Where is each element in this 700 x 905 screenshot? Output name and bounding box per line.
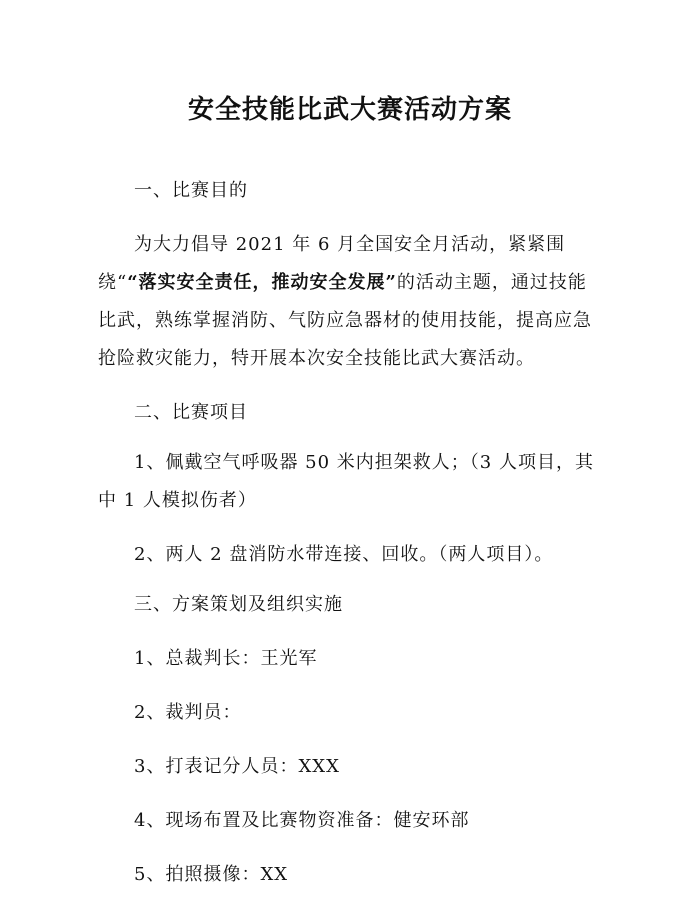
org-item-3: 3、打表记分人员：XXX <box>134 756 340 777</box>
purpose-theme-bold: “落实安全责任，推动安全发展” <box>127 272 397 293</box>
event-item-1: 1、佩戴空气呼吸器 50 米内担架救人；（3 人项目，其中 1 人模拟伤者） <box>98 452 594 511</box>
event-item-2: 2、两人 2 盘消防水带连接、回收。（两人项目）。 <box>134 544 554 565</box>
purpose-text-start: 为大力倡导 2021 年 6 月全国安全月活动，紧紧围绕“ <box>98 234 566 293</box>
purpose-text-end: 的活动主题，通过技能比武，熟练掌握消防、气防应急器材的使用技能，提高应急抢险救灾能力，特开展本次安全技能比武大赛活动。 <box>98 272 592 369</box>
section-heading-purpose: 一、比赛目的 <box>134 180 248 201</box>
section-heading-events: 二、比赛项目 <box>134 402 248 423</box>
document-title: 安全技能比武大赛活动方案 <box>187 95 512 125</box>
section-paragraph-purpose <box>98 226 602 378</box>
org-item-1: 1、总裁判长：王光军 <box>134 648 318 669</box>
org-item-5: 5、拍照摄像：XX <box>134 864 289 885</box>
org-item-2: 2、裁判员： <box>134 702 242 723</box>
org-item-4: 4、现场布置及比赛物资准备：健安环部 <box>134 810 470 831</box>
section-heading-organization: 三、方案策划及组织实施 <box>134 594 343 615</box>
